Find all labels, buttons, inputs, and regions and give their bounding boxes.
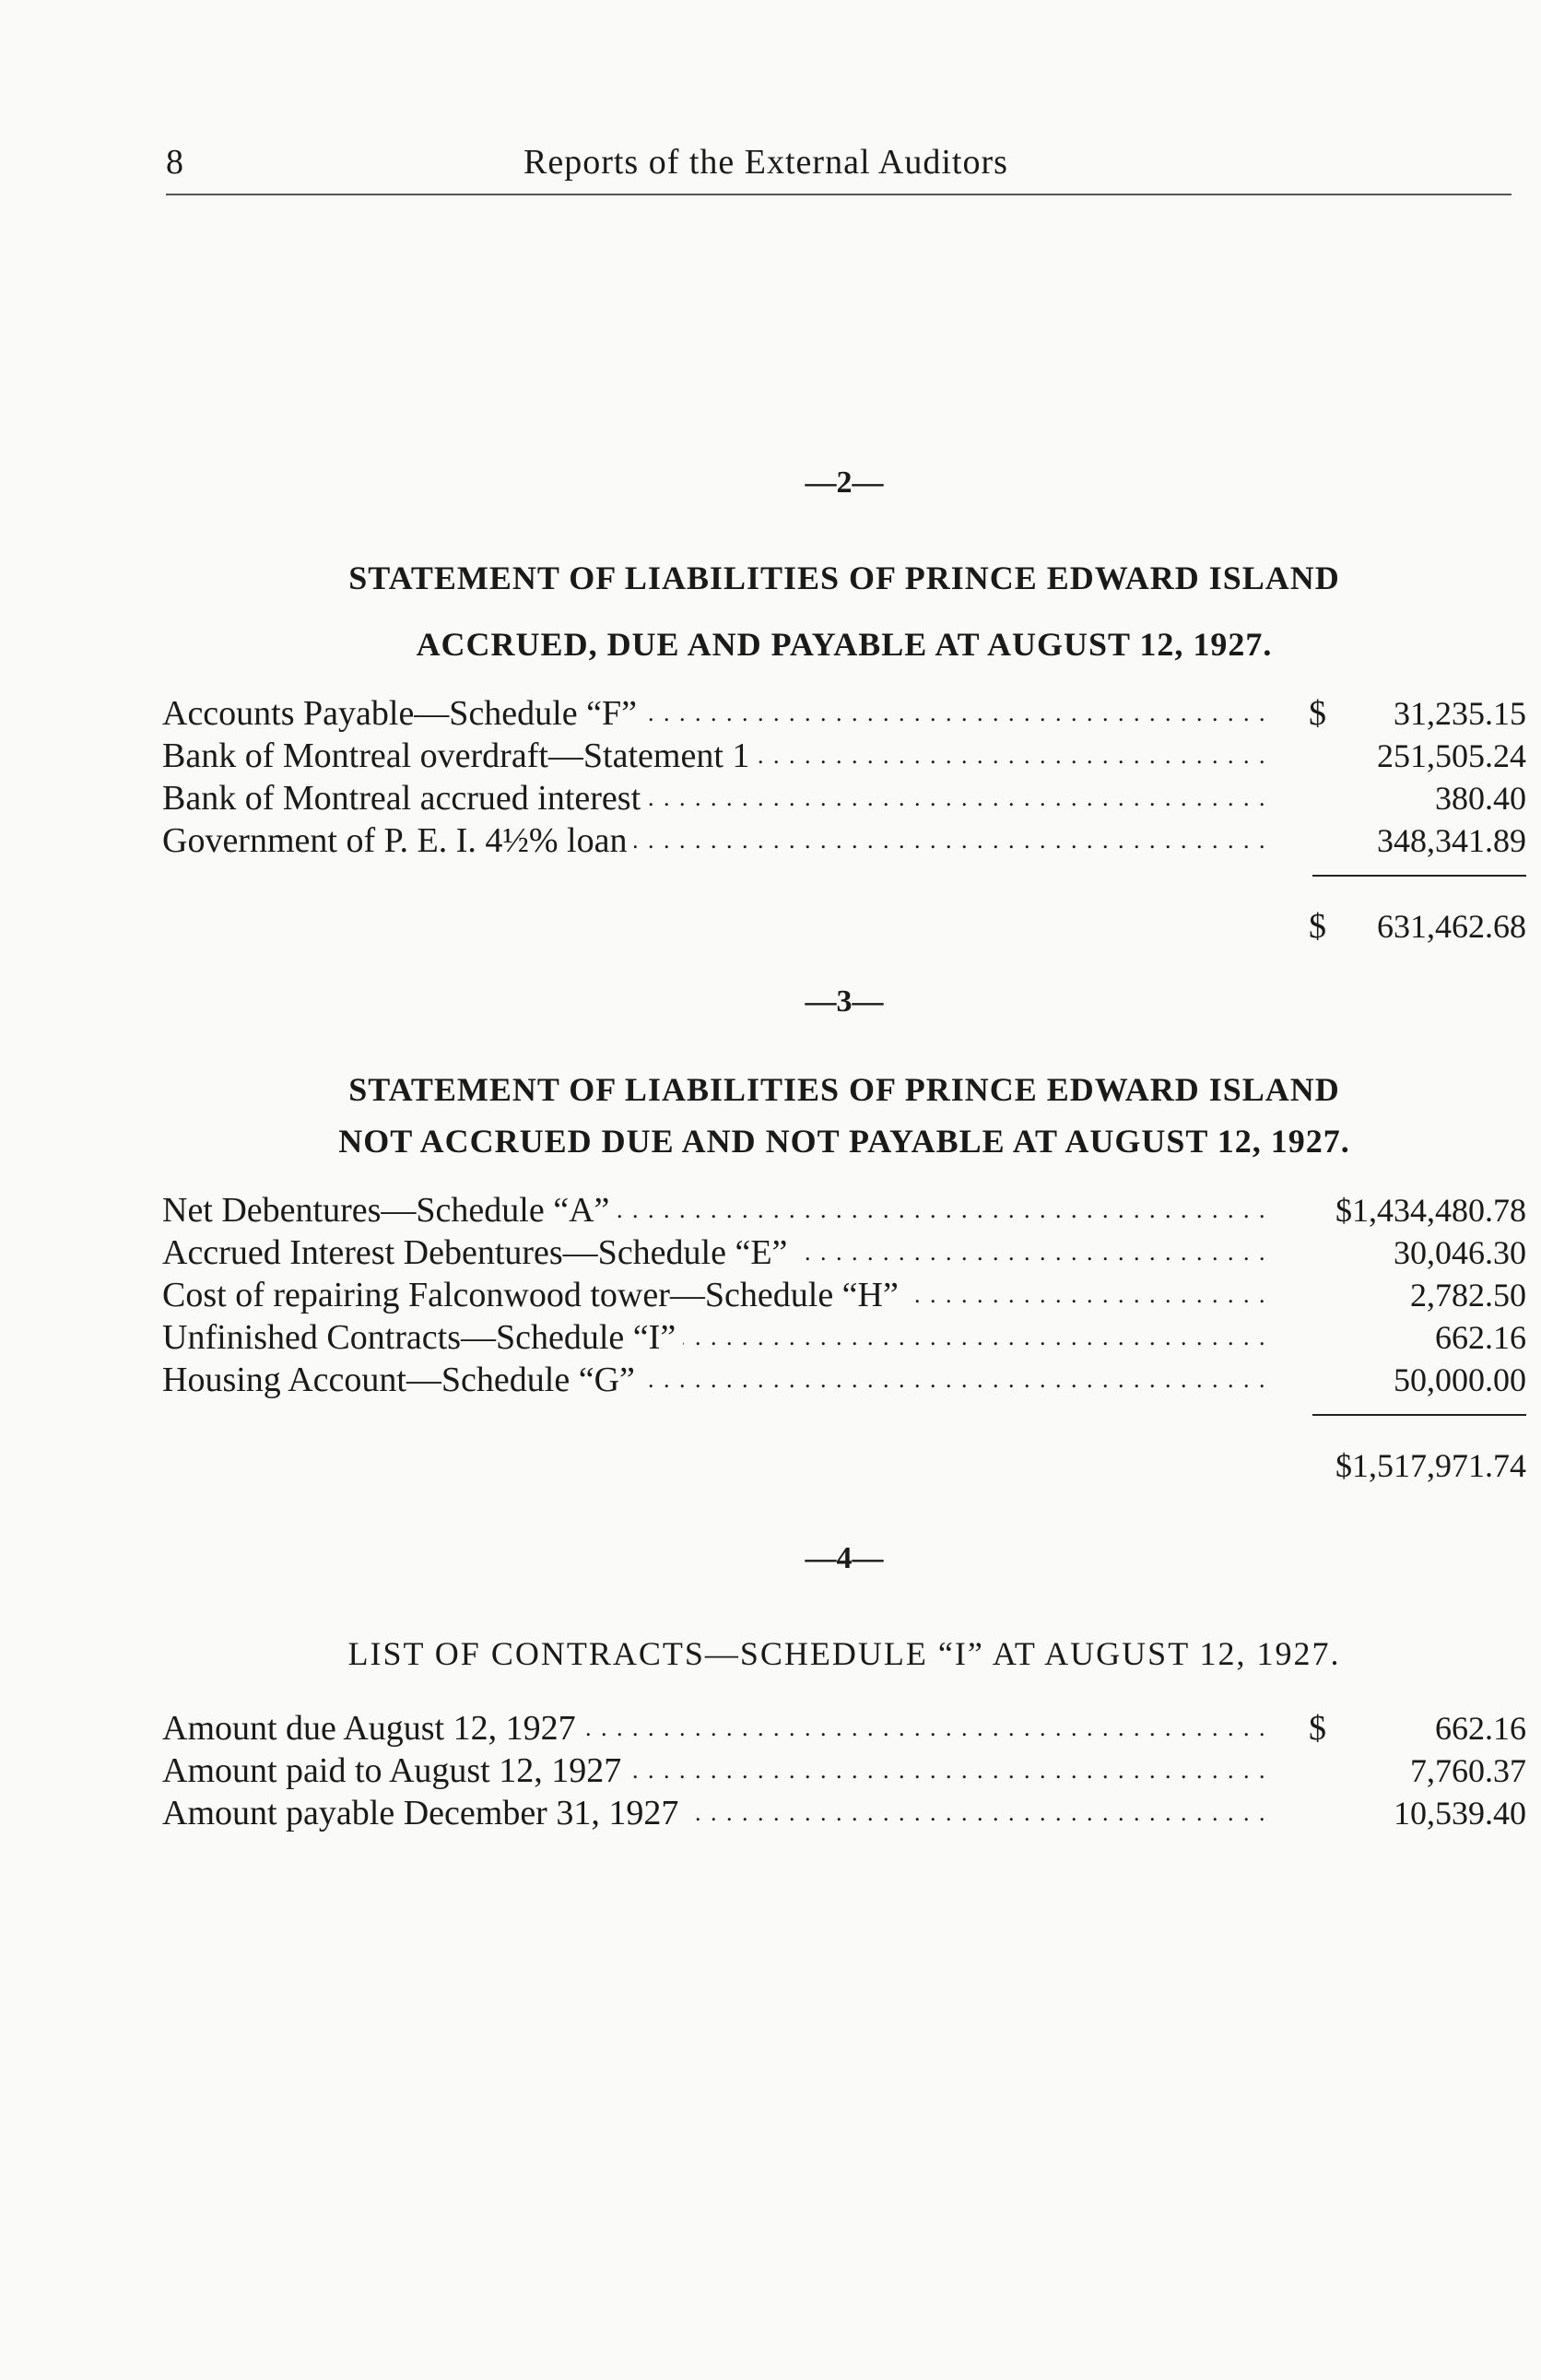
section-title-line-2: ACCRUED, DUE AND PAYABLE AT AUGUST 12, 1927. — [416, 626, 1273, 663]
ledger-row — [162, 1792, 1526, 1834]
total-amount: 631,462.68 — [1377, 908, 1526, 945]
row-amount: 662.16 — [1435, 1319, 1526, 1356]
page-header — [166, 138, 1512, 195]
ledger-row — [162, 692, 1526, 735]
row-label: Housing Account—Schedule “G” — [162, 1361, 642, 1399]
statement-3 — [162, 984, 1526, 1493]
row-amount: $1,434,480.78 — [1335, 1192, 1526, 1229]
total-rule — [162, 1401, 1526, 1425]
section-number: —4— — [805, 1541, 884, 1575]
ledger-row — [162, 1359, 1526, 1401]
ledger-row — [162, 1231, 1526, 1274]
ledger-row — [162, 1274, 1526, 1316]
row-label: Net Debentures—Schedule “A” — [162, 1191, 617, 1230]
ledger-row — [162, 1750, 1526, 1792]
ledger-row — [162, 735, 1526, 777]
row-amount: 2,782.50 — [1410, 1277, 1526, 1314]
section-title-line-1: STATEMENT OF LIABILITIES OF PRINCE EDWARD ISLAND — [348, 1071, 1340, 1108]
total-row — [162, 1438, 1526, 1493]
row-label: Government of P. E. I. 4½% loan — [162, 821, 634, 860]
row-label: Amount payable December 31, 1927 — [162, 1794, 686, 1832]
row-amount: 7,760.37 — [1410, 1752, 1526, 1789]
section-number: —2— — [805, 465, 884, 500]
ledger-rows — [162, 692, 1526, 954]
ledger-row — [162, 1316, 1526, 1359]
currency-sign: $ — [1309, 1709, 1326, 1748]
row-amount: 50,000.00 — [1394, 1361, 1526, 1398]
section-number: —3— — [805, 984, 884, 1019]
row-amount: 251,505.24 — [1377, 737, 1526, 774]
row-amount: 662.16 — [1435, 1710, 1526, 1747]
row-label: Accounts Payable—Schedule “F” — [162, 694, 644, 733]
ledger-row — [162, 777, 1526, 819]
row-amount: 380.40 — [1435, 780, 1526, 817]
total-rule — [162, 862, 1526, 886]
row-label: Unfinished Contracts—Schedule “I” — [162, 1318, 683, 1357]
ledger-row — [162, 1707, 1526, 1750]
section-title-line-1: STATEMENT OF LIABILITIES OF PRINCE EDWARD ISLAND — [348, 560, 1340, 596]
row-amount: 10,539.40 — [1394, 1795, 1526, 1832]
row-label: Amount paid to August 12, 1927 — [162, 1751, 629, 1790]
statement-2 — [162, 465, 1526, 954]
row-amount: 31,235.15 — [1394, 695, 1526, 732]
row-label: Accrued Interest Debentures—Schedule “E” — [162, 1233, 794, 1272]
page-number: 8 — [166, 143, 183, 182]
row-label: Bank of Montreal overdraft—Statement 1 — [162, 736, 757, 775]
row-amount: 348,341.89 — [1377, 822, 1526, 859]
total-amount: $1,517,971.74 — [1335, 1447, 1526, 1484]
row-label: Bank of Montreal accrued interest — [162, 779, 648, 818]
ledger-row — [162, 1189, 1526, 1231]
section-title-line-1: LIST OF CONTRACTS—SCHEDULE “I” AT AUGUST 12, 1927. — [347, 1635, 1341, 1672]
total-row — [162, 899, 1526, 954]
ledger-rows — [162, 1189, 1526, 1493]
currency-sign: $ — [1309, 694, 1326, 733]
schedule-4 — [162, 1541, 1526, 1834]
ledger-rows — [162, 1707, 1526, 1834]
total-currency-sign: $ — [1309, 907, 1326, 946]
running-title: Reports of the External Auditors — [523, 143, 1008, 182]
ledger-row — [162, 819, 1526, 862]
row-label: Cost of repairing Falconwood tower—Schedule “H” — [162, 1276, 906, 1314]
row-amount: 30,046.30 — [1394, 1234, 1526, 1271]
row-label: Amount due August 12, 1927 — [162, 1709, 583, 1748]
section-title-line-2: NOT ACCRUED DUE AND NOT PAYABLE AT AUGUST 12, 1927. — [338, 1123, 1350, 1160]
